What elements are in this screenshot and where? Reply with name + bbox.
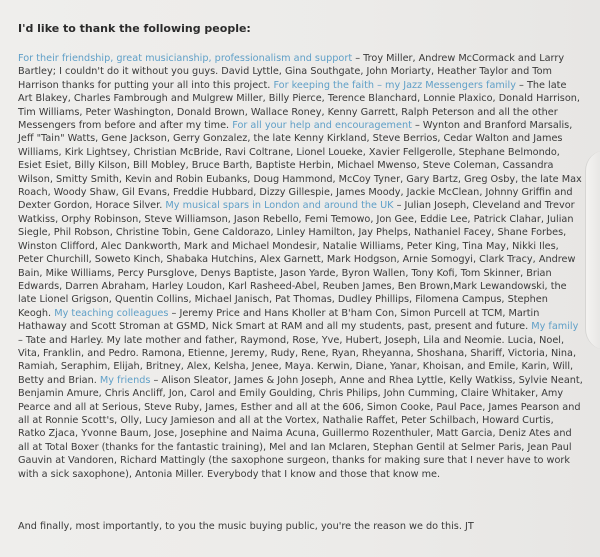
page-heading: I'd like to thank the following people: xyxy=(18,22,251,35)
section-text: – Wynton and Branford Marsalis, Jeff "Tain" Watts, Gene Jackson, Gerry Gonzalez, the late Kenny Kirkland, Steve Berrios, Cedar Walton and James Williams, Kirk Lightsey, Christian McBride, Ravi Coltrane, Lionel Loueke, Xavier Fellgerolle, Stephane Belmondo, Esiet Esiet, Billy Kilson, Bill Mobley, Bruce Barth, Baptiste Herbin, Michael Mwenso, Steve Coleman, Cassandra Wilson, Smitty Smith, Kevin and Robin Eubanks, Doug Hammond, McCoy Tyner, Gary Bartz, Greg Osby, the late Max Roach, Woody Shaw, Gil Evans, Freddie Hubbard, Dizzy Gillespie, James Moody, Jackie McClean, Johnny Griffin and Dexter Gordon, Horace Silver. xyxy=(18,120,582,212)
section-heading: My family xyxy=(531,321,579,333)
disc-edge-decoration xyxy=(585,150,600,350)
section-heading: For keeping the faith – my Jazz Messengers family xyxy=(273,79,516,91)
section-text: – Troy Miller, Andrew McCormack and Larry Bartley; I couldn't do it without you guys. David Lyttle, Gina Southgate, John Moriarty, Heather Taylor and Tom Harrison thanks for putting your all into this project. xyxy=(18,53,565,91)
section-text: – The late Art Blakey, Charles Fambrough and Mulgrew Miller, Billy Pierce, Terence Blanchard, Lonnie Plaxico, Donald Harrison, Tim Williams, Peter Washington, Donald Brown, Wallace Roney, Kenny Garrett, Ralph Peterson and all the other Messengers from before and after my time. xyxy=(18,79,580,132)
section-heading: For all your help and encouragement xyxy=(232,120,412,132)
section-heading: My musical spars in London and around the UK xyxy=(165,200,394,212)
section-heading: My teaching colleagues xyxy=(54,307,169,319)
section-heading: My friends xyxy=(99,374,151,386)
section-text: – Jeremy Price and Hans Kholler at B'ham Con, Simon Purcell at TCM, Martin Hathaway and Scott Stroman at GSMD, Nick Smart at RAM and all my students, past, present and future. xyxy=(18,307,540,333)
section-heading: For their friendship, great musicianship, professionalism and support xyxy=(18,53,353,64)
thanks-paragraph xyxy=(18,52,583,481)
section-text: – Julian Joseph, Cleveland and Trevor Watkiss, Orphy Robinson, Steve Williamson, Jason Rebello, Femi Temowo, Jon Gee, Eddie Lee, Patrick Clahar, Julian Siegle, Phil Robson, Christine Tobin, Gene Caldorazo, Linley Hamilton, Jay Phelps, Nathaniel Facey, Shane Forbes, Winston Clifford, Alec Dankworth, Mark and Michael Mondesir, Natalie Williams, Peter King, Tina May, Nikki Iles, Peter Churchill, Soweto Kinch, Shabaka Hutchins, Alex Garnett, Mark Hodgson, Arnie Somogyi, Clark Tracy, Andrew Bain, Mike Williams, Percy Pursglove, Denys Baptiste, Jason Yarde, Byron Wallen, Tony Kofi, Tom Skinner, Brian Edwards, Darren Abraham, Harley Loudon, Karl Rasheed-Abel, Reuben James, Ben Brown,Mark Lewandowski, the late Lionel Grigson, Quentin Collins, Michael Janisch, Pat Thomas, Dudley Phillips, Filomena Campus, Stephen Keogh. xyxy=(18,200,576,319)
section-text: – Alison Sleator, James & John Joseph, Anne and Rhea Lyttle, Kelly Watkiss, Sylvie Neant, Benjamin Amure, Chris Ancliff, Jon, Carol and Emily Goulding, Chris Philips, John Cumming, Claire Whitaker, Amy Pearce and all at Serious, Steve Ruby, James, Esther and all at the 606, Simon Cooke, Paul Pace, James Pearson and all at Ronnie Scott's, Olly, Lucy Jamieson and all at the Vortex, Nathalie Raffet, Peter Schilbach, Howard Curtis, Ratko Zjaca, Yvonne Baum, Jose, Josephine and Naima Acuna, Guillermo Rozenthuler, Matt Garcia, Deniz Ates and all at Total Boxer (thanks for the fantastic training), Mel and Ian Mclaren, Stephan Gentil at Selmer Paris, Jean Paul Gauvin at Vandoren, Richard Mattingly (the saxophone surgeon, thanks for making sure that I never have to work with a sick saxophone), Antonia Miller. Everybody that I know and those that know me. xyxy=(18,374,583,480)
section-text: – Tate and Harley. My late mother and father, Raymond, Rose, Yve, Hubert, Joseph, Lila and Neomie. Lucia, Noel, Vita, Franklin, and Pedro. Ramona, Etienne, Jeremy, Rudy, Rene, Ryan, Rheyanna, Shoshana, Shariff, Victoria, Nina, Ramiah, Seraphim, Elijah, Britney, Alex, Kelsha, Jenee, Maya. Kerwin, Diane, Yanar, Khoisan, and Emile, Karin, Will, Betty and Brian. xyxy=(18,334,577,386)
closing-line: And finally, most importantly, to you the music buying public, you're the reason we do this. JT xyxy=(18,521,474,532)
